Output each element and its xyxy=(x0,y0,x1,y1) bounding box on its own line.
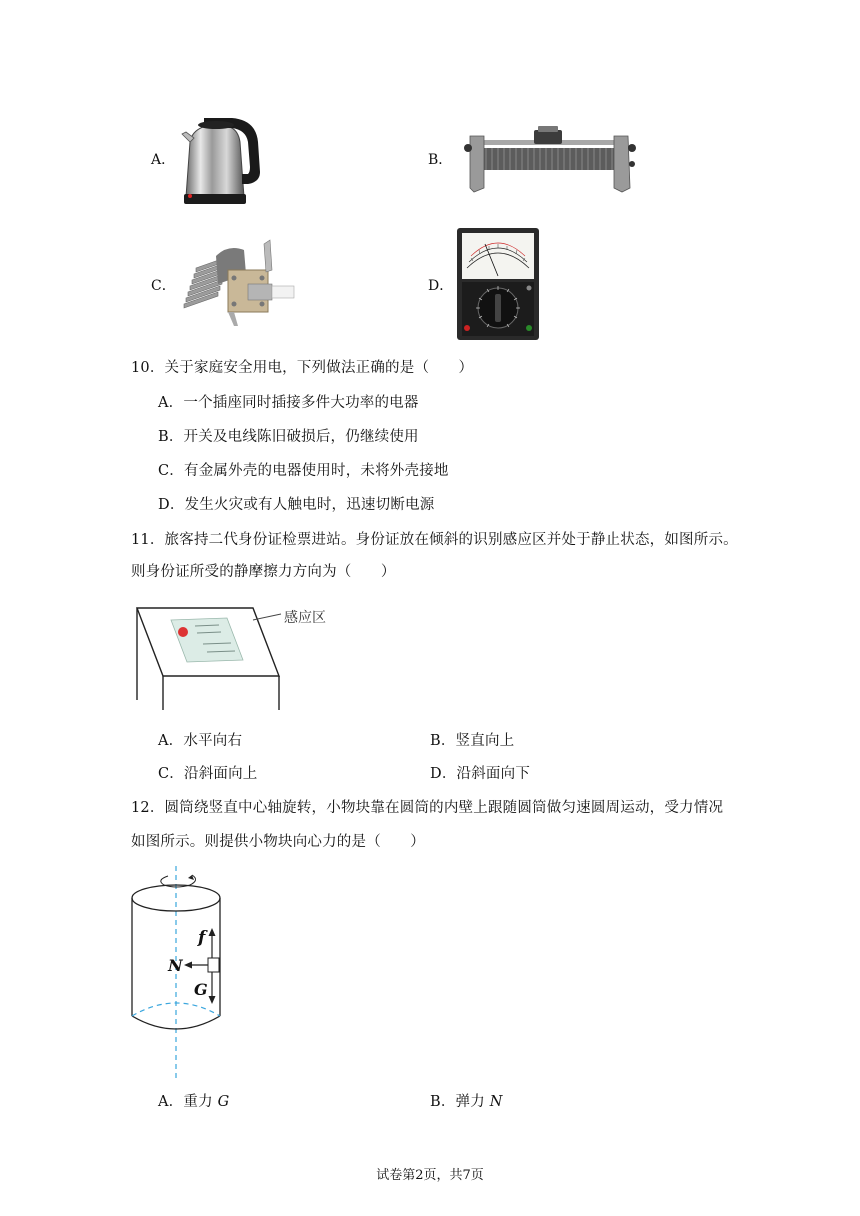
q11-stem-line2: 则身份证所受的静摩擦力方向为（ ） xyxy=(131,564,396,580)
sensing-area-label: 感应区 xyxy=(284,610,326,626)
electric-kettle-image xyxy=(176,112,266,208)
q12-option-a-symbol: G xyxy=(217,1094,230,1110)
normal-force-label: N xyxy=(168,956,183,975)
page-footer: 试卷第2页，共7页 xyxy=(376,1168,484,1183)
q11-stem-line1: 11．旅客持二代身份证检票进站。身份证放在倾斜的识别感应区并处于静止状态，如图所示。 xyxy=(131,532,738,548)
q10-option-b: B．开关及电线陈旧破损后，仍继续使用 xyxy=(158,429,419,445)
q12-stem-line1: 12．圆筒绕竖直中心轴旋转，小物块靠在圆筒的内壁上跟随圆筒做匀速圆周运动，受力情况 xyxy=(131,800,724,816)
q10-option-c: C．有金属外壳的电器使用时，未将外壳接地 xyxy=(158,463,449,479)
q11-option-d: D．沿斜面向下 xyxy=(430,766,531,782)
q9-option-d-label: D． xyxy=(428,278,454,294)
q12-option-a xyxy=(158,1092,229,1112)
multimeter-image xyxy=(457,228,539,340)
q10-stem: 10．关于家庭安全用电，下列做法正确的是（ ） xyxy=(131,360,474,376)
q9-option-c-label: C． xyxy=(151,278,176,294)
q11-option-a: A．水平向右 xyxy=(158,733,243,749)
q12-option-b-symbol: N xyxy=(489,1094,503,1110)
q10-option-d: D．发生火灾或有人触电时，迅速切断电源 xyxy=(158,497,435,513)
q12-option-b xyxy=(430,1092,503,1112)
q10-option-a: A．一个插座同时插接多件大功率的电器 xyxy=(158,395,419,411)
q9-option-a-label: A． xyxy=(151,152,176,168)
sliding-rheostat-image xyxy=(462,126,638,196)
q12-option-a-text: A．重力 xyxy=(158,1094,218,1110)
q11-option-b: B．竖直向上 xyxy=(430,733,515,749)
gravity-label: G xyxy=(194,980,208,999)
friction-label: f xyxy=(198,928,206,948)
variable-capacitor-image xyxy=(178,234,298,334)
q12-stem-line2: 如图所示。则提供小物块向心力的是（ ） xyxy=(131,834,425,850)
q11-option-c: C．沿斜面向上 xyxy=(158,766,258,782)
q12-option-b-text: B．弹力 xyxy=(430,1094,490,1110)
q9-option-b-label: B． xyxy=(428,152,453,168)
